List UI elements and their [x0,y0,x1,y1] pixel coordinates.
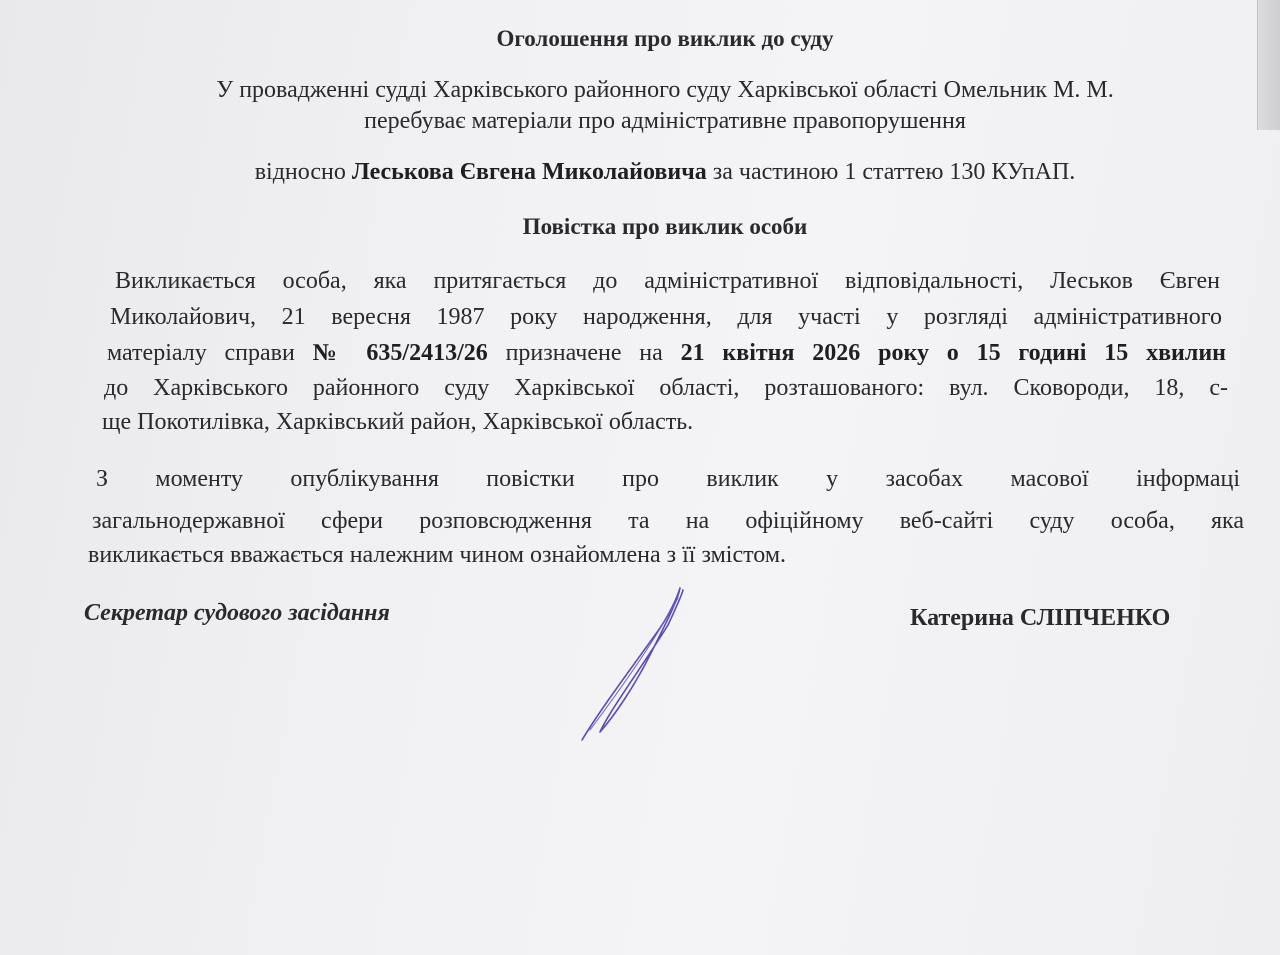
case-prefix: матеріалу справи [107,340,313,366]
regarding-prefix: відносно [254,159,352,185]
regarding-suffix: за частиною 1 статтею 130 КУпАП. [706,159,1076,185]
summons-line-4: до Харківського районного суду Харківської області, розташованого: вул. Сковороди, 18, с- [104,375,1228,401]
secretary-role: Секретар судового засідання [84,600,390,626]
publication-line-1: З моменту опублікування повістки про виклик у засобах масової інформаці [96,466,1240,492]
publication-line-2: загальнодержавної сфери розповсюдження та на офіційному веб-сайті суду особа, яка [92,508,1244,534]
summons-line-3 [107,338,1226,368]
intro-line-1: У провадженні судді Харківського районного суду Харківської області Омельник М. М. [216,77,1114,103]
hearing-datetime: 21 квітня 2026 року о 15 годині 15 хвилин [680,340,1226,366]
summons-line-5: ще Покотилівка, Харківський район, Харківської область. [102,409,694,435]
handwritten-signature [560,580,710,750]
regarding-line [0,157,1280,187]
summons-line-1: Викликається особа, яка притягається до адміністративної відповідальності, Леськов Євген [115,268,1220,294]
defendant-name: Леськова Євгена Миколайовича [351,159,707,185]
secretary-name: Катерина СЛІПЧЕНКО [910,605,1171,631]
intro-line-2: перебуває матеріали про адміністративне правопорушення [364,108,966,134]
scheduled-text: призначене на [487,340,681,366]
notice-heading: Оголошення про виклик до суду [496,26,834,51]
publication-line-3: викликається вважається належним чином ознайомлена з її змістом. [88,542,787,568]
case-number: № 635/2413/26 [312,340,488,366]
summons-line-2: Миколайович, 21 вересня 1987 року народження, для участі у розгляді адміністративного [110,304,1222,330]
summons-heading: Повістка про виклик особи [522,214,808,239]
